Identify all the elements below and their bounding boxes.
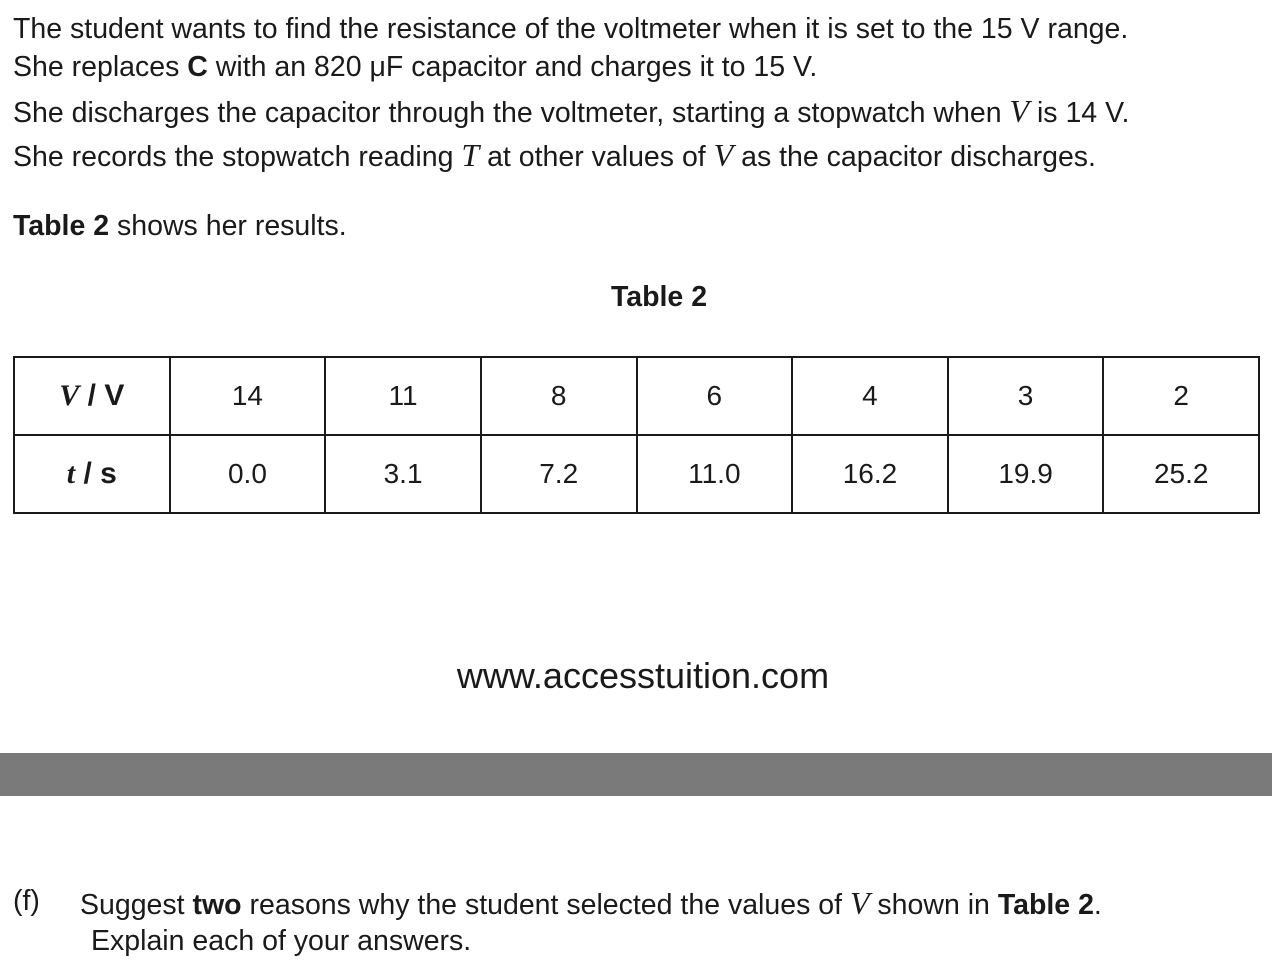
voltage-cell: 3 <box>948 357 1104 435</box>
page-divider-bar <box>0 753 1272 796</box>
voltage-cell: 4 <box>792 357 948 435</box>
voltage-cell: 8 <box>481 357 637 435</box>
watermark-url: www.accesstuition.com <box>456 655 830 696</box>
voltage-cell: 6 <box>637 357 793 435</box>
time-header: t / s <box>14 435 170 513</box>
voltage-cell: 11 <box>325 357 481 435</box>
intro-line-4: She records the stopwatch reading T at other values of V as the capacitor discharges. <box>13 137 1096 173</box>
voltage-cell: 14 <box>170 357 326 435</box>
time-cell: 11.0 <box>637 435 793 513</box>
time-cell: 7.2 <box>481 435 637 513</box>
intro-line-1: The student wants to find the resistance of the voltmeter when it is set to the 15 V range. <box>13 13 1129 45</box>
intro-line-2: She replaces C with an 820 μF capacitor and charges it to 15 V. <box>13 51 818 83</box>
time-cell: 3.1 <box>325 435 481 513</box>
voltage-row <box>14 357 1259 435</box>
voltage-cell: 2 <box>1103 357 1259 435</box>
voltage-header: V / V <box>14 357 170 435</box>
table-reference: Table 2 shows her results. <box>13 210 347 242</box>
time-cell: 0.0 <box>170 435 326 513</box>
time-cell: 25.2 <box>1103 435 1259 513</box>
time-cell: 19.9 <box>948 435 1104 513</box>
time-row <box>14 435 1259 513</box>
question-line-1: Suggest two reasons why the student selected the values of V shown in Table 2. <box>80 885 1102 921</box>
table-caption: Table 2 <box>610 281 708 313</box>
question-label: (f) <box>13 885 40 917</box>
intro-line-3: She discharges the capacitor through the voltmeter, starting a stopwatch when V is 14 V. <box>13 93 1130 129</box>
results-table <box>13 356 1260 514</box>
question-line-2: Explain each of your answers. <box>91 925 472 957</box>
time-cell: 16.2 <box>792 435 948 513</box>
